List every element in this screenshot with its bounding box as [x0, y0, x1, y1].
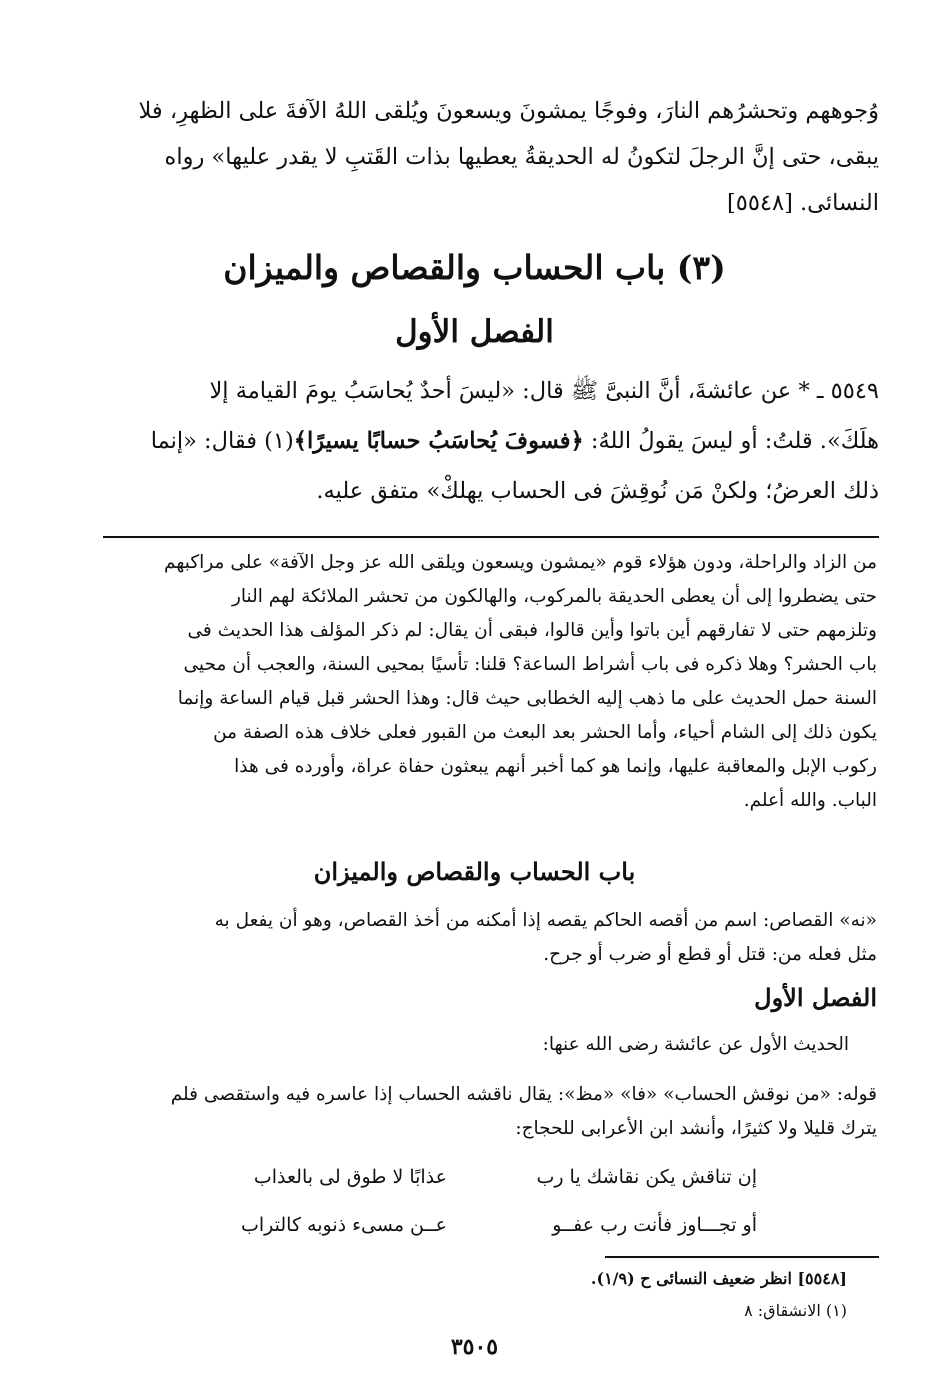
- commentary-line: «نه» القصاص: اسم من أقصه الحاكم يقصه إذا أمكنه من أخذ القصاص، وهو أن يفعل به: [214, 910, 877, 931]
- commentary-line: مثل فعله من: قتل أو قطع أو ضرب أو جرح.: [543, 944, 877, 965]
- poem-second-hemistich: عــن مسىء ذنوبه كالتراب: [241, 1214, 447, 1236]
- commentary-explanation: [103, 1078, 877, 1146]
- poem-verse: [103, 1208, 877, 1242]
- footnote-divider: [605, 1256, 879, 1258]
- commentary-line: من الزاد والراحلة، ودون هؤلاء قوم «يمشون ويسعون ويلقى الله عز وجل الآفة» على مراكبهم: [163, 552, 877, 573]
- footnote: [٥٥٤٨] انظر ضعيف النسائى ح (١/٩).: [590, 1269, 847, 1288]
- hadith-line: [100, 416, 879, 466]
- commentary-line: السنة حمل الحديث على ما ذهب إليه الخطابى حيث قال: وهذا الحشر قبل قيام الساعة وإنما: [177, 688, 877, 709]
- commentary-line: قوله: «من نوقش الحساب» «فا» «مظ»: يقال ناقشه الحساب إذا عاسره فيه واستقصى فلم: [170, 1084, 877, 1105]
- commentary-block: [103, 546, 877, 818]
- hadith-text: (١) فقال: «إنما: [150, 428, 294, 454]
- hadith-text: هلَكَ». قلتُ: أو ليسَ يقولُ اللهُ:: [583, 428, 879, 454]
- section-title: الفصل الأول: [395, 314, 554, 350]
- poem-first-hemistich: إن تناقش يكن نقاشك يا رب: [536, 1166, 757, 1188]
- commentary-section-title: الفصل الأول: [754, 983, 877, 1012]
- text-line: وُجوههم وتحشرُهم النارَ، وفوجًا يمشونَ ويسعونَ ويُلقى اللهُ الآفةَ على الظهرِ، فلا: [138, 98, 879, 124]
- commentary-line: وتلزمهم حتى لا تفارقهم أين باتوا وأين قالوا، فبقى أن يقال: لم ذكر المؤلف هذا الحديث فى: [187, 620, 877, 641]
- commentary-definition: [103, 904, 877, 972]
- hadith-5549: [100, 366, 879, 516]
- commentary-line: ركوب الإبل والمعاقبة عليها، وإنما هو كما أخبر أنهم يبعثون حفاة عراة، وأورده فى هذا: [234, 756, 877, 777]
- page-number: ٣٥٠٥: [450, 1334, 499, 1360]
- commentary-line: باب الحشر؟ وهلا ذكره فى باب أشراط الساعة؟ قلنا: تأسيًا بمحيى السنة، والعجب أن محيى: [183, 654, 877, 675]
- commentary-divider: [103, 536, 879, 538]
- chapter-title: (٣) باب الحساب والقصاص والميزان: [223, 248, 726, 287]
- commentary-hadith-intro: الحديث الأول عن عائشة رضى الله عنها:: [542, 1034, 849, 1055]
- commentary-line: يترك قليلا ولا كثيرًا، وأنشد ابن الأعرابى للحجاج:: [515, 1118, 877, 1139]
- main-text-continuation: [100, 88, 879, 226]
- poem-first-hemistich: أو تجـــاوز فأنت رب عفــو: [552, 1214, 757, 1236]
- poem-second-hemistich: عذابًا لا طوق لى بالعذاب: [253, 1166, 447, 1188]
- text-line: يبقى، حتى إنَّ الرجلَ لتكونُ له الحديقةُ يعطيها بذات القَتبِ لا يقدر عليها» رواه: [164, 144, 879, 170]
- commentary-line: الباب. والله أعلم.: [743, 790, 877, 811]
- hadith-line: ذلك العرضُ؛ ولكنْ مَن نُوقِشَ فى الحساب يهلكْ» متفق عليه.: [316, 478, 879, 504]
- quran-verse: ﴿فسوفَ يُحاسَبُ حسابًا يسيرًا﴾: [293, 428, 584, 454]
- poem-verse: [103, 1160, 877, 1194]
- hadith-line: ٥٥٤٩ ـ * عن عائشةَ، أنَّ النبىَّ ﷺ قال: «ليسَ أحدٌ يُحاسَبُ يومَ القيامة إلا: [209, 378, 879, 404]
- commentary-heading: باب الحساب والقصاص والميزان: [313, 857, 636, 886]
- text-line: النسائى. [٥٥٤٨]: [726, 190, 879, 216]
- footnote: (١) الانشقاق: ٨: [744, 1301, 847, 1320]
- commentary-line: حتى يضطروا إلى أن يعطى الحديقة بالمركوب، والهالكون من تحشر الملائكة لهم النار: [231, 586, 877, 607]
- commentary-line: يكون ذلك إلى الشام أحياء، وأما الحشر بعد البعث من القبور فعلى خلاف هذه الصفة من: [213, 722, 877, 743]
